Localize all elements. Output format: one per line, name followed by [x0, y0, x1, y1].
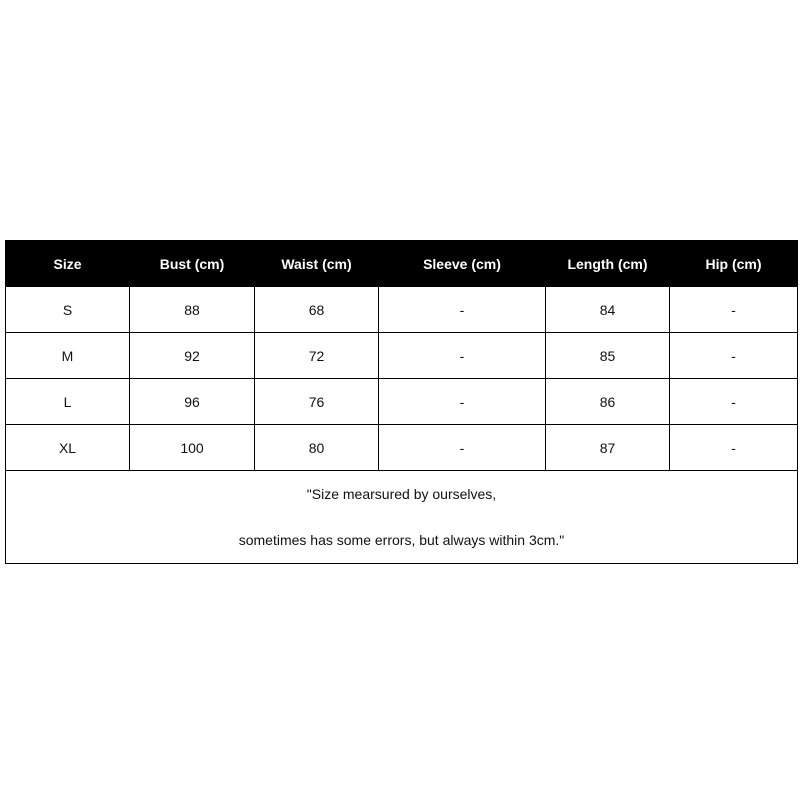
cell-hip: -	[670, 379, 798, 425]
cell-waist: 80	[255, 425, 379, 471]
cell-sleeve: -	[379, 333, 546, 379]
cell-bust: 96	[130, 379, 255, 425]
cell-waist: 76	[255, 379, 379, 425]
cell-size: M	[6, 333, 130, 379]
note-line-1: "Size mearsured by ourselves,	[306, 486, 497, 502]
table-row	[6, 287, 798, 333]
header-length: Length (cm)	[546, 241, 670, 287]
cell-hip: -	[670, 287, 798, 333]
cell-hip: -	[670, 425, 798, 471]
cell-size: L	[6, 379, 130, 425]
header-size: Size	[6, 241, 130, 287]
cell-sleeve: -	[379, 287, 546, 333]
note-line-2: sometimes has some errors, but always within 3cm."	[238, 532, 565, 548]
table-row	[6, 379, 798, 425]
cell-bust: 100	[130, 425, 255, 471]
size-chart-table	[5, 240, 798, 564]
measurement-note	[6, 471, 798, 564]
note-row	[6, 471, 798, 564]
cell-bust: 88	[130, 287, 255, 333]
cell-sleeve: -	[379, 425, 546, 471]
cell-length: 85	[546, 333, 670, 379]
cell-length: 87	[546, 425, 670, 471]
header-row	[6, 241, 798, 287]
cell-waist: 72	[255, 333, 379, 379]
table-row	[6, 425, 798, 471]
header-hip: Hip (cm)	[670, 241, 798, 287]
cell-length: 86	[546, 379, 670, 425]
header-bust: Bust (cm)	[130, 241, 255, 287]
cell-size: XL	[6, 425, 130, 471]
table-row	[6, 333, 798, 379]
cell-bust: 92	[130, 333, 255, 379]
header-sleeve: Sleeve (cm)	[379, 241, 546, 287]
cell-size: S	[6, 287, 130, 333]
header-waist: Waist (cm)	[255, 241, 379, 287]
cell-sleeve: -	[379, 379, 546, 425]
cell-length: 84	[546, 287, 670, 333]
cell-waist: 68	[255, 287, 379, 333]
cell-hip: -	[670, 333, 798, 379]
